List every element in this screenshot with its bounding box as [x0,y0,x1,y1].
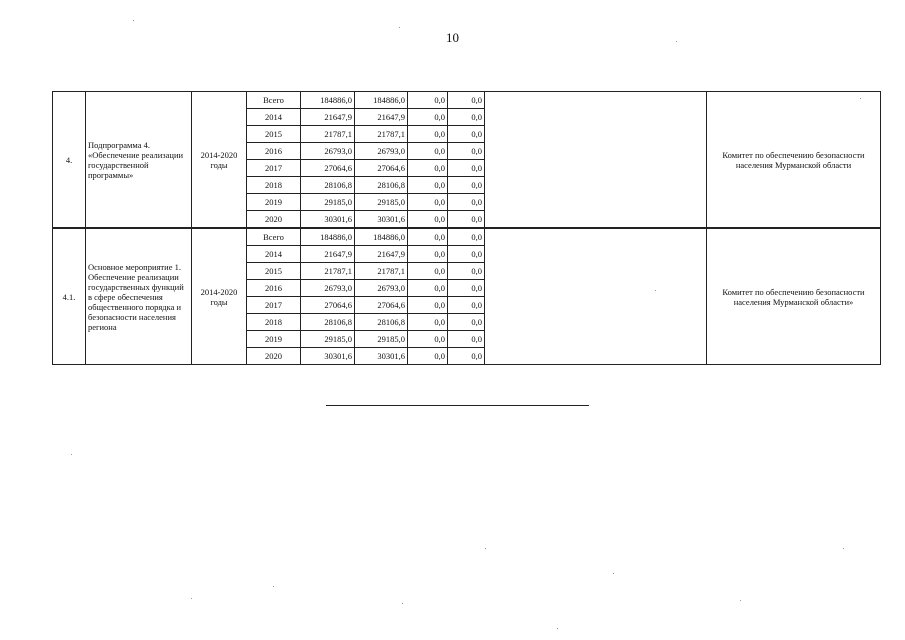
regional-budget-cell: 27064,6 [355,160,408,177]
year-cell: Всего [247,92,301,109]
total-cell: 26793,0 [301,143,355,160]
total-cell: 21787,1 [301,263,355,280]
year-cell: 2016 [247,143,301,160]
year-cell: 2016 [247,280,301,297]
executor-cell: Комитет по обеспечению безопасности населения Мурманской области [707,92,881,229]
year-cell: 2014 [247,246,301,263]
regional-budget-cell: 30301,6 [355,348,408,365]
other-sources-cell: 0,0 [448,160,485,177]
federal-budget-cell: 0,0 [408,177,448,194]
other-sources-cell: 0,0 [448,228,485,246]
regional-budget-cell: 26793,0 [355,143,408,160]
federal-budget-cell: 0,0 [408,280,448,297]
activity-name-cell: Подпрограмма 4. «Обеспечение реализации государственной программы» [86,92,192,229]
total-cell: 30301,6 [301,348,355,365]
row-number-cell: 4.1. [53,228,86,365]
regional-budget-cell: 21647,9 [355,109,408,126]
total-cell: 21787,1 [301,126,355,143]
other-sources-cell: 0,0 [448,143,485,160]
total-cell: 184886,0 [301,92,355,109]
federal-budget-cell: 0,0 [408,160,448,177]
other-sources-cell: 0,0 [448,280,485,297]
total-cell: 27064,6 [301,297,355,314]
year-cell: 2018 [247,314,301,331]
other-sources-cell: 0,0 [448,314,485,331]
total-cell: 29185,0 [301,331,355,348]
year-cell: 2015 [247,263,301,280]
total-cell: 27064,6 [301,160,355,177]
total-cell: 28106,8 [301,177,355,194]
regional-budget-cell: 26793,0 [355,280,408,297]
federal-budget-cell: 0,0 [408,314,448,331]
table-row [53,92,881,109]
year-cell: Всего [247,228,301,246]
table-row [53,228,881,246]
regional-budget-cell: 184886,0 [355,92,408,109]
federal-budget-cell: 0,0 [408,126,448,143]
other-sources-cell: 0,0 [448,348,485,365]
federal-budget-cell: 0,0 [408,228,448,246]
regional-budget-cell: 28106,8 [355,177,408,194]
total-cell: 30301,6 [301,211,355,229]
total-cell: 21647,9 [301,246,355,263]
federal-budget-cell: 0,0 [408,348,448,365]
closing-line [326,405,589,406]
other-sources-cell: 0,0 [448,92,485,109]
regional-budget-cell: 28106,8 [355,314,408,331]
regional-budget-cell: 29185,0 [355,194,408,211]
indicators-cell [485,228,707,365]
year-cell: 2019 [247,194,301,211]
regional-budget-cell: 21647,9 [355,246,408,263]
total-cell: 21647,9 [301,109,355,126]
federal-budget-cell: 0,0 [408,246,448,263]
federal-budget-cell: 0,0 [408,211,448,229]
total-cell: 184886,0 [301,228,355,246]
other-sources-cell: 0,0 [448,331,485,348]
activity-name-cell: Основное мероприятие 1. Обеспечение реализации государственных функций в сфере обеспечения общественного порядка и безопасности населения региона [86,228,192,365]
regional-budget-cell: 184886,0 [355,228,408,246]
federal-budget-cell: 0,0 [408,331,448,348]
federal-budget-cell: 0,0 [408,143,448,160]
page-number: 10 [446,30,459,45]
program-table [52,91,881,365]
year-cell: 2015 [247,126,301,143]
total-cell: 26793,0 [301,280,355,297]
total-cell: 29185,0 [301,194,355,211]
year-cell: 2020 [247,211,301,229]
regional-budget-cell: 30301,6 [355,211,408,229]
executor-cell: Комитет по обеспечению безопасности населения Мурманской области» [707,228,881,365]
federal-budget-cell: 0,0 [408,263,448,280]
row-number-cell: 4. [53,92,86,229]
other-sources-cell: 0,0 [448,211,485,229]
year-cell: 2014 [247,109,301,126]
other-sources-cell: 0,0 [448,297,485,314]
period-cell: 2014-2020 годы [192,228,247,365]
other-sources-cell: 0,0 [448,263,485,280]
year-cell: 2017 [247,297,301,314]
federal-budget-cell: 0,0 [408,109,448,126]
federal-budget-cell: 0,0 [408,92,448,109]
other-sources-cell: 0,0 [448,177,485,194]
regional-budget-cell: 27064,6 [355,297,408,314]
other-sources-cell: 0,0 [448,246,485,263]
other-sources-cell: 0,0 [448,194,485,211]
year-cell: 2019 [247,331,301,348]
federal-budget-cell: 0,0 [408,297,448,314]
period-cell: 2014-2020 годы [192,92,247,229]
regional-budget-cell: 21787,1 [355,263,408,280]
other-sources-cell: 0,0 [448,126,485,143]
regional-budget-cell: 21787,1 [355,126,408,143]
federal-budget-cell: 0,0 [408,194,448,211]
year-cell: 2017 [247,160,301,177]
year-cell: 2018 [247,177,301,194]
total-cell: 28106,8 [301,314,355,331]
regional-budget-cell: 29185,0 [355,331,408,348]
indicators-cell [485,92,707,229]
year-cell: 2020 [247,348,301,365]
other-sources-cell: 0,0 [448,109,485,126]
